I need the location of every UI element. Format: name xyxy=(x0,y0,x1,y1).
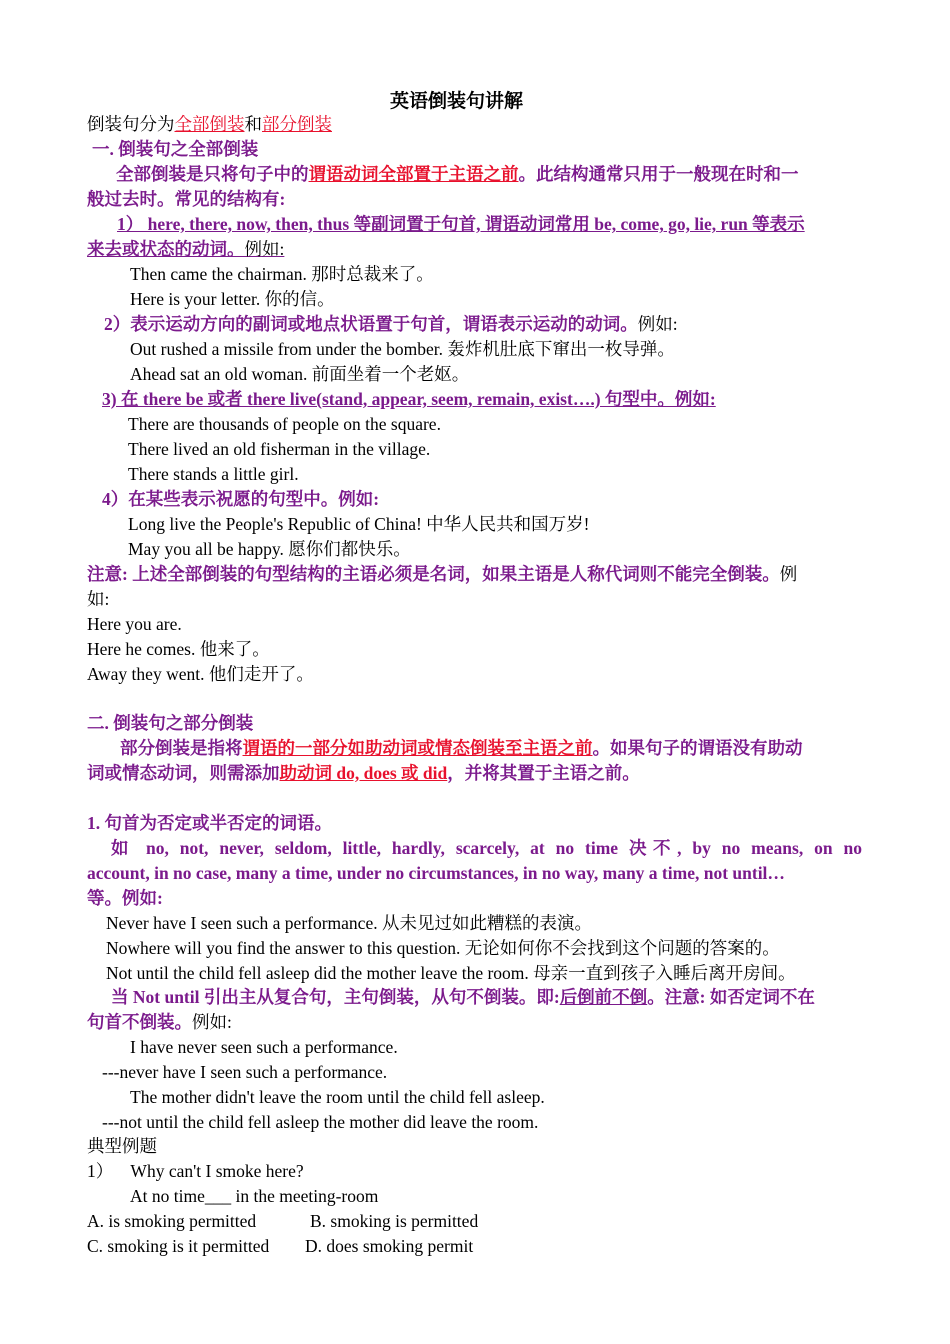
section1-definition-line1 xyxy=(116,162,799,187)
option-d: D. does smoking permit xyxy=(305,1236,474,1256)
note-example-label: 例如: xyxy=(192,1012,232,1032)
point1-heading: 1. 句首为否定或半否定的词语。 xyxy=(87,813,332,833)
term-full-inversion: 全部倒装 xyxy=(174,114,245,134)
example-line: ---never have I seen such a performance. xyxy=(102,1062,388,1082)
rule2-line xyxy=(104,312,678,337)
rule2-text: 2）表示运动方向的副词或地点状语置于句首，谓语表示运动的动词。 xyxy=(104,314,638,334)
section2-definition-line1 xyxy=(120,736,803,761)
note1-line2: 如: xyxy=(87,589,110,609)
question-1: 1） Why can't I smoke here? xyxy=(87,1161,304,1181)
example-line: Here you are. xyxy=(87,614,182,634)
option-a: A. is smoking permitted xyxy=(87,1211,257,1231)
note2-line2 xyxy=(87,1010,232,1035)
rule1-text: 来去或状态的动词。 xyxy=(87,239,245,259)
rule2-example-label: 例如: xyxy=(637,314,678,334)
def-highlight: 谓语的一部分如助动词或情态倒装至主语之前 xyxy=(242,738,593,758)
example-line: There stands a little girl. xyxy=(128,464,299,484)
example-line: Ahead sat an old woman. 前面坐着一个老妪。 xyxy=(130,364,470,384)
example-line: May you all be happy. 愿你们都快乐。 xyxy=(128,539,411,559)
example-line: I have never seen such a performance. xyxy=(130,1037,398,1057)
example-line: Here is your letter. 你的信。 xyxy=(130,289,335,309)
example-line: Here he comes. 他来了。 xyxy=(87,639,270,659)
def-text-end: ，并将其置于主语之前。 xyxy=(447,763,640,783)
note-text-end: 。注意: 如否定词不在 xyxy=(647,987,815,1007)
def-text: 部分倒装是指将 xyxy=(120,738,243,758)
example-line: Not until the child fell asleep did the mother leave the room. 母亲一直到孩子入睡后离开房间。 xyxy=(106,963,796,983)
def-text-end: 。此结构通常只用于一般现在时和一 xyxy=(518,164,799,184)
def-text: 全部倒装是只将句子中的 xyxy=(116,164,309,184)
section1-definition-line2: 般过去时。常见的结构有: xyxy=(87,189,286,209)
note-text: 句首不倒装。 xyxy=(87,1012,192,1032)
question-1-stem: At no time___ in the meeting-room xyxy=(130,1186,379,1206)
intro-text: 倒装句分为 xyxy=(87,114,175,134)
example-line: The mother didn't leave the room until the child fell asleep. xyxy=(130,1087,545,1107)
example-line: Long live the People's Republic of China! 中华人民共和国万岁! xyxy=(128,514,590,534)
note2-line1 xyxy=(111,985,815,1010)
example-line: Away they went. 他们走开了。 xyxy=(87,664,314,684)
note-example-label: 例 xyxy=(779,564,798,584)
rule1-example-label: 例如: xyxy=(244,239,285,259)
note-text: 注意: 上述全部倒装的句型结构的主语必须是名词，如果主语是人称代词则不能完全倒装。 xyxy=(87,564,780,584)
intro-and: 和 xyxy=(244,114,262,134)
rule1-line1: 1） here, there, now, then, thus 等副词置于句首, 谓语动词常用 be, come, go, lie, run 等表示 xyxy=(117,214,805,234)
note-highlight: 后倒前不倒 xyxy=(559,987,648,1007)
option-b: B. smoking is permitted xyxy=(310,1211,479,1231)
term-partial-inversion: 部分倒装 xyxy=(262,114,332,134)
section2-heading: 二. 倒装句之部分倒装 xyxy=(87,713,254,733)
def-text-end: 。如果句子的谓语没有助动 xyxy=(592,738,803,758)
note1-line1 xyxy=(87,562,797,587)
example-line: There are thousands of people on the square. xyxy=(128,414,441,434)
def-highlight: 谓语动词全部置于主语之前 xyxy=(308,164,519,184)
def-text: 词或情态动词，则需添加 xyxy=(87,763,280,783)
intro-line xyxy=(87,112,332,137)
point1-line2: account, in no case, many a time, under no circumstances, in no way, many a time, not until… xyxy=(87,863,785,883)
example-line: Out rushed a missile from under the bomber. 轰炸机肚底下窜出一枚导弹。 xyxy=(130,339,675,359)
note-text: 当 Not until 引出主从复合句，主句倒装，从句不倒装。即: xyxy=(111,987,560,1007)
option-c: C. smoking is it permitted xyxy=(87,1236,270,1256)
page-title: 英语倒装句讲解 xyxy=(390,91,524,112)
rule1-line2 xyxy=(87,237,312,262)
example-line: ---not until the child fell asleep the mother did leave the room. xyxy=(102,1112,539,1132)
example-line: Then came the chairman. 那时总裁来了。 xyxy=(130,264,434,284)
section1-heading: 一. 倒装句之全部倒装 xyxy=(92,139,259,159)
section2-definition-line2 xyxy=(87,761,640,786)
point1-line1: 如 no, not, never, seldom, little, hardly, scarcely, at no time 决不, by no means, on no xyxy=(111,838,862,858)
example-line: Never have I seen such a performance. 从未见过如此糟糕的表演。 xyxy=(106,913,592,933)
rule4-line: 4）在某些表示祝愿的句型中。例如: xyxy=(102,489,380,509)
rule3-line: 3) 在 there be 或者 there live(stand, appear, seem, remain, exist….) 句型中。例如: xyxy=(102,389,716,409)
example-line: There lived an old fisherman in the village. xyxy=(128,439,431,459)
point1-line3: 等。例如: xyxy=(87,888,163,908)
example-line: Nowhere will you find the answer to this question. 无论如何你不会找到这个问题的答案的。 xyxy=(106,938,780,958)
exercise-heading: 典型例题 xyxy=(87,1136,157,1156)
def-highlight: 助动词 do, does 或 did xyxy=(279,763,448,783)
